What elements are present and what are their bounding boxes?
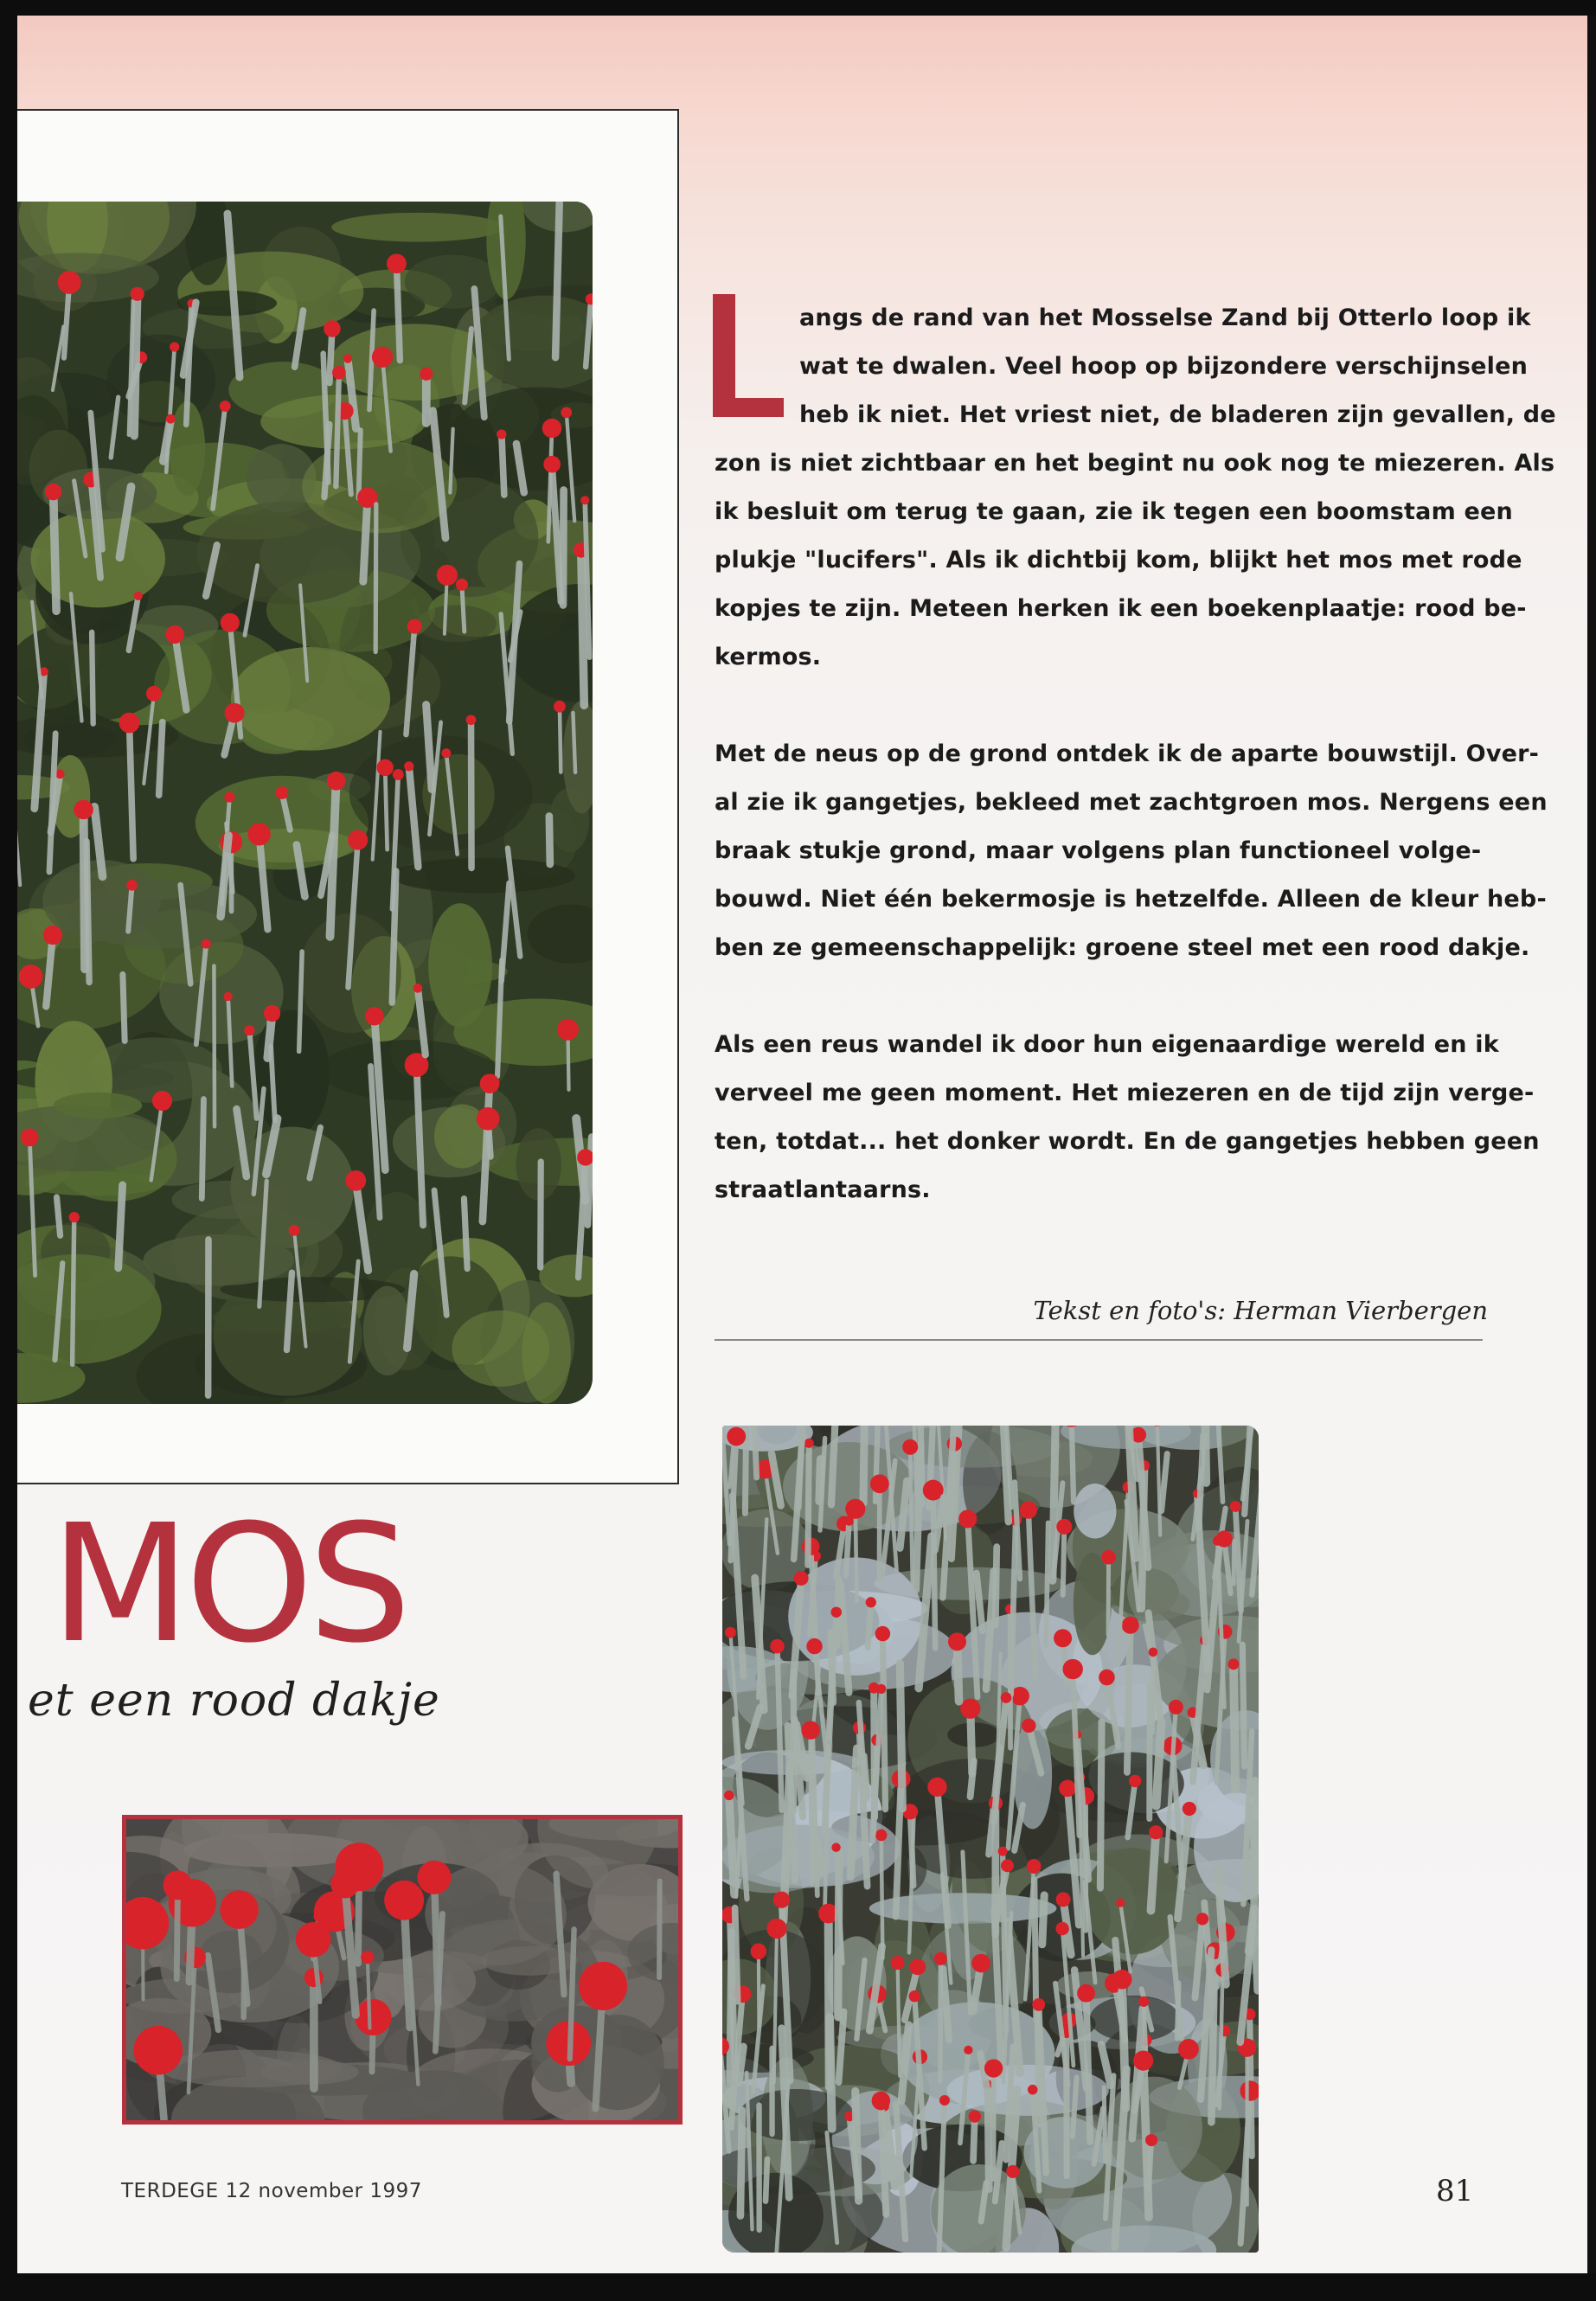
article-line: braak stukje grond, maar volgens plan functioneel volge- bbox=[715, 837, 1482, 864]
scan-border-bottom bbox=[0, 2273, 1596, 2301]
lichen-photo-main bbox=[17, 202, 593, 1404]
article-subtitle: et een rood dakje bbox=[28, 1675, 440, 1727]
lichen-photo-field bbox=[722, 1426, 1259, 2253]
article-line: ten, totdat... het donker wordt. En de gangetjes hebben geen bbox=[715, 1128, 1540, 1155]
article-line: heb ik niet. Het vriest niet, de bladeren zijn gevallen, de bbox=[799, 401, 1556, 428]
credit-divider bbox=[715, 1339, 1483, 1341]
page-number: 81 bbox=[1436, 2174, 1474, 2208]
paragraph-gap bbox=[715, 682, 1493, 730]
article-line: bouwd. Niet één bekermosje is hetzelfde. Alleen de kleur heb- bbox=[715, 886, 1547, 913]
article-line: ben ze gemeenschappelijk: groene steel met een rood dakje. bbox=[715, 934, 1530, 961]
article-line: kopjes te zijn. Meteen herken ik een boekenplaatje: rood be- bbox=[715, 595, 1527, 622]
article-line: Als een reus wandel ik door hun eigenaardige wereld en ik bbox=[715, 1031, 1499, 1058]
scan-border-left bbox=[0, 0, 17, 2301]
article-title: MOS bbox=[50, 1490, 407, 1679]
photo-credit: Tekst en foto's: Herman Vierbergen bbox=[1033, 1296, 1488, 1325]
article-line: wat te dwalen. Veel hoop op bijzondere verschijnselen bbox=[799, 353, 1529, 380]
magazine-page bbox=[17, 16, 1587, 2273]
paragraph-gap bbox=[715, 972, 1493, 1021]
article-line: verveel me geen moment. Het miezeren en de tijd zijn verge- bbox=[715, 1080, 1535, 1106]
article-line: al zie ik gangetjes, bekleed met zachtgroen mos. Nergens een bbox=[715, 789, 1548, 816]
article-line: plukje "lucifers". Als ik dichtbij kom, blijkt het mos met rode bbox=[715, 547, 1522, 574]
article-line: straatlantaarns. bbox=[715, 1176, 931, 1203]
article-line: kermos. bbox=[715, 644, 822, 670]
lichen-photo-closeup bbox=[122, 1815, 683, 2125]
article-line: angs de rand van het Mosselse Zand bij Otterlo loop ik bbox=[799, 304, 1531, 331]
article-line: zon is niet zichtbaar en het begint nu ook nog te miezeren. Als bbox=[715, 450, 1555, 477]
article-line: ik besluit om terug te gaan, zie ik tegen een boomstam een bbox=[715, 498, 1513, 525]
article-body bbox=[715, 294, 1556, 1215]
scan-border-top bbox=[0, 0, 1596, 16]
article-line: Met de neus op de grond ontdek ik de aparte bouwstijl. Over- bbox=[715, 740, 1540, 767]
publication-info: TERDEGE 12 november 1997 bbox=[121, 2180, 422, 2202]
